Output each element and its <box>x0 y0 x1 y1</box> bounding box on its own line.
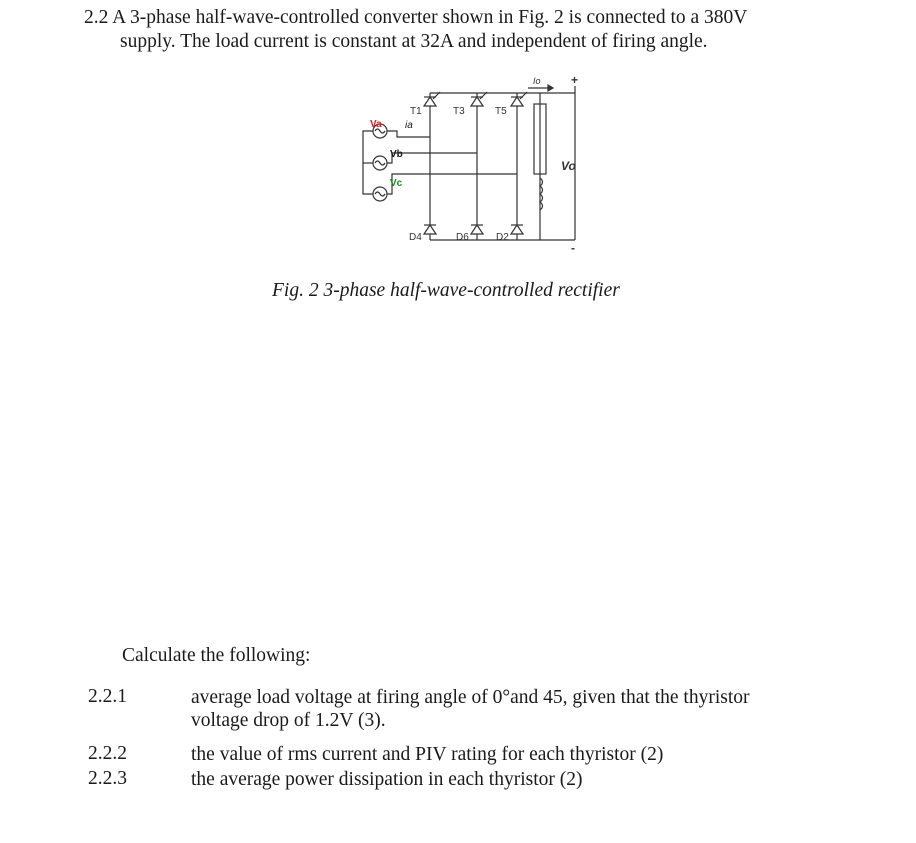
question-line-1: 2.2 A 3-phase half-wave-controlled converter shown in Fig. 2 is connected to a 380V <box>84 7 748 28</box>
item-text: the average power dissipation in each thyristor (2) <box>191 769 583 790</box>
thyristor-t3-icon <box>471 97 483 106</box>
calculate-heading: Calculate the following: <box>122 645 311 666</box>
label-va: Va <box>370 119 382 130</box>
item-line-1: average load voltage at firing angle of 0°and 45, given that the thyristor <box>191 687 750 708</box>
item-line-2: voltage drop of 1.2V (3). <box>191 710 386 731</box>
item-number: 2.2.1 <box>88 686 127 707</box>
diode-d4-icon <box>424 225 436 234</box>
label-t1: T1 <box>410 106 422 117</box>
label-t5: T5 <box>495 106 507 117</box>
source-va-icon <box>373 124 387 138</box>
load-inductor-icon <box>540 178 543 210</box>
question-line-2: supply. The load current is constant at 32A and independent of firing angle. <box>120 31 708 52</box>
diode-d2-icon <box>511 225 523 234</box>
item-text <box>191 686 750 732</box>
diode-d6-icon <box>471 225 483 234</box>
item-number: 2.2.2 <box>88 743 127 764</box>
source-vc-icon <box>373 187 387 201</box>
figure-caption: Fig. 2 3-phase half-wave-controlled rectifier <box>272 280 620 301</box>
thyristor-t5-icon <box>511 97 523 106</box>
item-text: the value of rms current and PIV rating for each thyristor (2) <box>191 744 664 765</box>
label-ia: ia <box>405 120 413 131</box>
label-minus: - <box>571 241 575 255</box>
label-vb: Vb <box>390 149 403 160</box>
source-vb-icon <box>373 156 387 170</box>
label-vc: Vc <box>390 178 403 189</box>
question-text <box>84 6 884 54</box>
label-plus: + <box>571 73 579 87</box>
label-t3: T3 <box>453 106 465 117</box>
label-io: Io <box>533 76 541 86</box>
item-number: 2.2.3 <box>88 768 127 789</box>
label-d6: D6 <box>456 232 469 243</box>
thyristor-t1-icon <box>424 97 436 106</box>
label-d4: D4 <box>409 232 422 243</box>
label-d2: D2 <box>496 232 509 243</box>
label-vo: Vo <box>561 159 576 173</box>
load-resistor-icon <box>534 104 546 174</box>
